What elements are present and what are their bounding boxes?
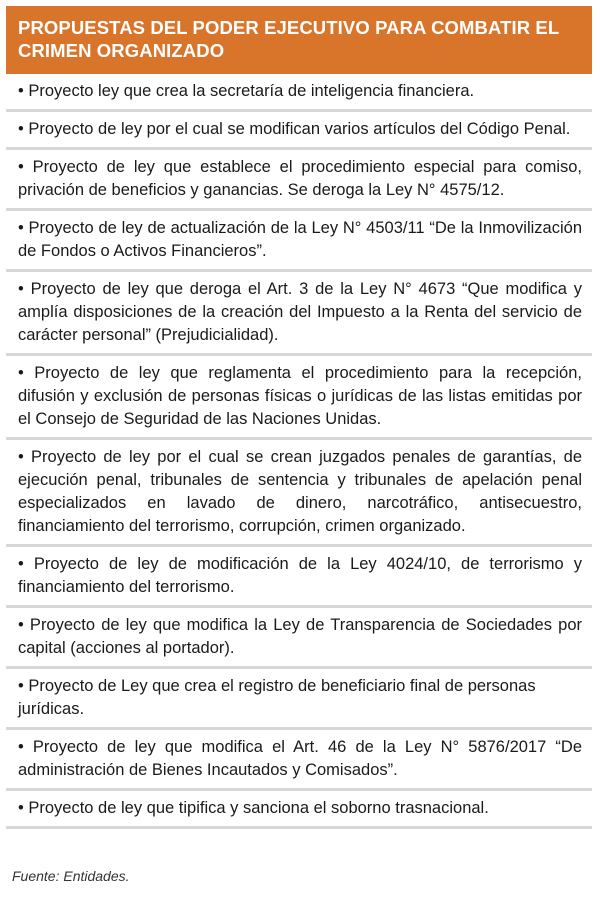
list-item-text: • Proyecto de ley que deroga el Art. 3 de la Ley N° 4673 “Que modifica y amplía disposiciones de la creación del Impuesto a la Renta del servicio de carácter personal” (Prejudicialidad). — [18, 280, 582, 344]
list-item-text: • Proyecto de ley por el cual se modifican varios artículos del Código Penal. — [18, 120, 571, 138]
list-item — [6, 608, 592, 669]
list-item — [6, 791, 592, 829]
list-item — [6, 211, 592, 272]
list-item-text: • Proyecto ley que crea la secretaría de inteligencia financiera. — [18, 82, 475, 100]
list-item-text: • Proyecto de Ley que crea el registro de beneficiario final de personas jurídicas. — [18, 677, 536, 718]
list-item — [6, 547, 592, 608]
list-item-text: • Proyecto de ley por el cual se crean juzgados penales de garantías, de ejecución penal, tribunales de sentencia y tribunales de apelación penal especializados en lavado de dinero, narcotráfico, antisecuestro, financiamiento del terrorismo, corrupción, crimen organizado. — [18, 448, 582, 535]
list-item-text: • Proyecto de ley que tipifica y sanciona el soborno trasnacional. — [18, 799, 489, 817]
list-item-text: • Proyecto de ley de modificación de la Ley 4024/10, de terrorismo y financiamiento del terrorismo. — [18, 555, 582, 596]
list-item — [6, 150, 592, 211]
list-item — [6, 356, 592, 440]
panel-header — [6, 6, 592, 74]
list-item — [6, 112, 592, 150]
list-item-text: • Proyecto de ley que modifica la Ley de Transparencia de Sociedades por capital (acciones al portador). — [18, 616, 582, 657]
list-item-text: • Proyecto de ley de actualización de la Ley N° 4503/11 “De la Inmovilización de Fondos o Activos Financieros”. — [18, 219, 582, 260]
list-item — [6, 669, 592, 730]
list-item — [6, 440, 592, 547]
list-item-text: • Proyecto de ley que modifica el Art. 46 de la Ley N° 5876/2017 “De administración de Bienes Incautados y Comisados”. — [18, 738, 582, 779]
source-note: Fuente: Entidades. — [12, 868, 130, 884]
panel-title: PROPUESTAS DEL PODER EJECUTIVO PARA COMBATIR EL CRIMEN ORGANIZADO — [18, 17, 559, 61]
list-item-text: • Proyecto de ley que reglamenta el procedimiento para la recepción, difusión y exclusión de personas físicas o jurídicas de las listas emitidas por el Consejo de Seguridad de las Naciones Unidas. — [18, 364, 582, 428]
list-item — [6, 74, 592, 112]
list-item-text: • Proyecto de ley que establece el procedimiento especial para comiso, privación de beneficios y ganancias. Se deroga la Ley N° 4575/12. — [18, 158, 582, 199]
proposal-list — [6, 74, 592, 829]
list-item — [6, 272, 592, 356]
list-item — [6, 730, 592, 791]
